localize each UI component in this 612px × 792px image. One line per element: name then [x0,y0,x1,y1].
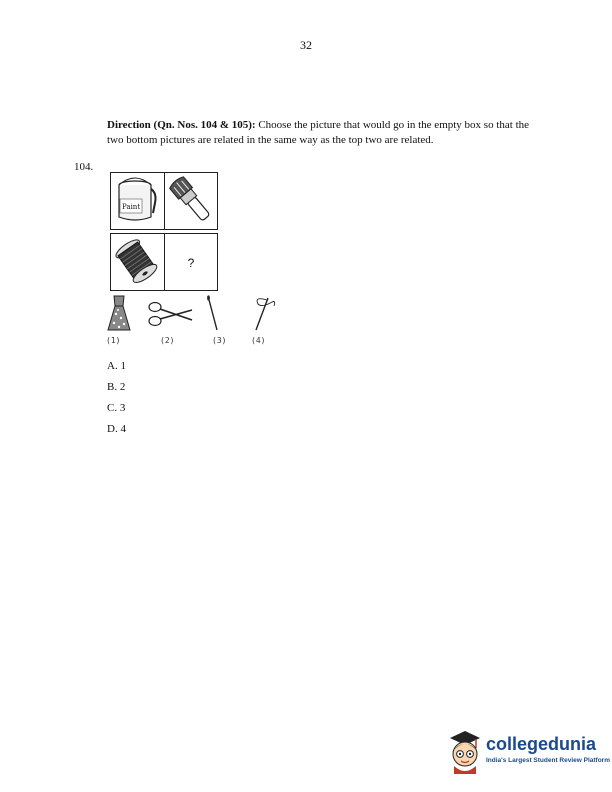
figure-label-3: (3) [212,336,227,345]
paint-brush-cell [164,173,218,229]
direction-text [107,118,547,148]
thread-spool-cell [111,234,164,290]
scissors-icon [146,298,194,330]
brand-tagline: India's Largest Student Review Platform [486,757,610,764]
top-figure-pair [110,172,218,230]
needle-icon [204,294,220,334]
direction-label: Direction (Qn. Nos. 104 & 105): [107,119,256,131]
page-number: 32 [300,38,312,52]
answer-options [107,360,126,444]
paint-can-cell [111,173,164,229]
answer-option-a: A. 1 [107,360,126,372]
bottom-figure-pair [110,233,218,291]
question-number: 104. [74,161,94,173]
figure-label-4: (4) [251,336,266,345]
threaded-needle-icon [248,294,276,334]
figure-label-2: (2) [160,336,175,345]
thread-spool-icon [111,234,164,290]
answer-option-b: B. 2 [107,381,126,393]
paint-label: Paint [122,203,141,211]
answer-option-c: C. 3 [107,402,126,414]
empty-answer-cell [164,234,217,290]
figure-label-1: (1) [106,336,121,345]
direction-body: Choose the picture that would go in the empty box so that the two bottom pictures are related in the same way as the top two are related. [107,119,530,146]
mascot-icon [446,728,484,774]
brand-name: collegedunia [486,734,597,754]
collegedunia-logo [446,726,610,776]
answer-option-d: D. 4 [107,423,126,435]
option-figures [100,292,280,350]
dress-icon [104,294,134,334]
paint-can-icon [111,173,164,229]
question-mark: ? [187,256,195,270]
paint-brush-icon [165,173,218,229]
